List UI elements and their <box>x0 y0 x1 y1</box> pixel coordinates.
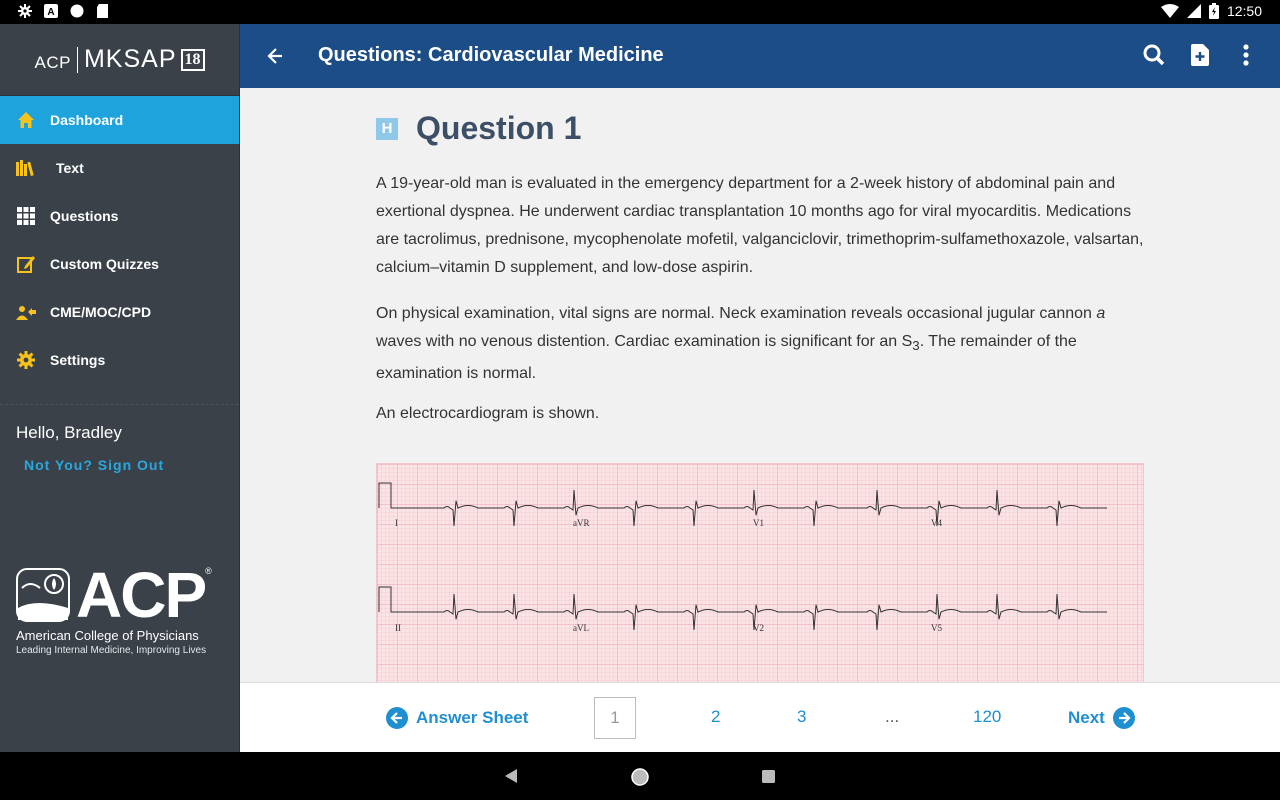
back-arrow-icon[interactable] <box>262 44 288 68</box>
ecg-image[interactable] <box>376 463 1144 682</box>
nav-back-icon[interactable] <box>505 769 517 783</box>
grid-icon <box>16 206 36 226</box>
ecg-lead-label: V1 <box>753 518 764 528</box>
brand-product: MKSAP <box>83 45 177 73</box>
question-badge: H <box>376 118 398 140</box>
sidebar-divider <box>0 404 239 405</box>
nav-recents-icon[interactable] <box>762 770 775 783</box>
sidebar-item-label: Questions <box>50 208 119 224</box>
sidebar-item-dashboard[interactable] <box>0 96 239 144</box>
ecg-lead-label: aVL <box>573 623 589 633</box>
question-content <box>240 88 1280 682</box>
ecg-lead-label: V4 <box>931 518 942 528</box>
more-vert-icon[interactable] <box>1234 42 1258 68</box>
para2-italic: a <box>1096 305 1106 322</box>
signal-icon <box>1187 4 1201 18</box>
arrow-right-circle-icon <box>1113 707 1135 729</box>
edit-icon <box>16 254 36 274</box>
status-time: 12:50 <box>1226 3 1262 19</box>
sidebar-item-settings[interactable] <box>0 336 239 384</box>
registered-mark: ® <box>205 566 212 576</box>
ecg-lead-label: V2 <box>753 623 764 633</box>
next-button[interactable] <box>1068 707 1135 729</box>
answer-sheet-label: Answer Sheet <box>416 708 529 727</box>
acp-logo <box>16 559 226 656</box>
status-bar <box>0 0 1280 24</box>
page-current[interactable]: 1 <box>594 697 636 739</box>
svg-text:A: A <box>47 7 55 18</box>
question-header <box>376 110 581 147</box>
page-last[interactable]: 120 <box>973 707 1002 726</box>
question-paragraph-3: An electrocardiogram is shown. <box>376 405 600 422</box>
sidebar-item-custom-quizzes[interactable] <box>0 240 239 288</box>
acp-tagline: Leading Internal Medicine, Improving Lives <box>16 645 207 656</box>
brand-edition: 18 <box>181 49 205 71</box>
sign-out-link[interactable]: Not You? Sign Out <box>24 457 165 473</box>
mksap-logo <box>0 24 239 96</box>
font-status-icon <box>44 4 58 18</box>
add-note-icon[interactable] <box>1188 42 1212 68</box>
ecg-lead-label: V5 <box>931 623 942 633</box>
sidebar-item-label: Custom Quizzes <box>50 256 159 272</box>
brand-acp: ACP <box>34 52 71 72</box>
acp-logo-text: ACP <box>76 559 206 631</box>
answer-sheet-button[interactable] <box>386 707 528 729</box>
ecg-lead-label: aVR <box>573 518 590 528</box>
next-label: Next <box>1068 708 1105 727</box>
sidebar-item-label: Settings <box>50 352 106 368</box>
para2-text-c: . The remainder of the examination is normal. <box>376 333 1077 383</box>
sidebar-item-label: Text <box>56 160 84 176</box>
home-icon <box>16 110 36 130</box>
arrow-left-circle-icon <box>386 707 408 729</box>
system-nav-bar <box>0 752 1280 800</box>
user-greeting: Hello, Bradley <box>16 423 122 442</box>
circle-status-icon <box>70 4 84 18</box>
sidebar-item-label: Dashboard <box>50 112 124 128</box>
page-2[interactable]: 2 <box>711 707 721 726</box>
ecg-lead-label: II <box>395 623 401 633</box>
wifi-icon <box>1161 4 1179 18</box>
gear-icon <box>16 350 36 370</box>
sdcard-status-icon <box>96 4 110 18</box>
question-paragraph-1: A 19-year-old man is evaluated in the emergency department for a 2-week history of abdominal pain and exertional dyspnea. He underwent cardiac transplantation 10 months ago for viral myocarditis. Medications are tacrolimus, prednisone, mycophenolate mofetil, valganciclovir, trimethoprim-sulfamethoxazole, valsartan, calcium–vitamin D supplement, and low-dose aspirin. <box>376 175 1144 276</box>
page-title: Questions: Cardiovascular Medicine <box>318 44 664 66</box>
acp-org-name: American College of Physicians <box>16 628 199 643</box>
acp-emblem-icon <box>16 568 70 622</box>
brand-divider <box>77 47 78 73</box>
para2-subscript: 3 <box>912 338 920 354</box>
nav-home-icon[interactable] <box>630 767 650 787</box>
para2-text-b: waves with no venous distention. Cardiac examination is significant for an S <box>376 333 913 350</box>
books-icon <box>16 158 36 178</box>
credit-icon <box>16 302 36 322</box>
gear-status-icon <box>18 4 32 18</box>
sidebar-item-cme[interactable] <box>0 288 239 336</box>
search-icon[interactable] <box>1142 42 1166 68</box>
ecg-lead-label: I <box>395 518 398 528</box>
page-ellipsis: ... <box>885 707 900 726</box>
question-paragraph-2 <box>376 300 1148 388</box>
question-title: Question 1 <box>416 110 582 146</box>
page-3[interactable]: 3 <box>797 707 807 726</box>
sidebar-item-text[interactable] <box>0 144 239 192</box>
pager-bar <box>240 682 1280 752</box>
sidebar <box>0 24 240 752</box>
battery-icon <box>1209 3 1219 19</box>
sidebar-item-questions[interactable] <box>0 192 239 240</box>
app-bar <box>240 24 1280 88</box>
para2-text-a: On physical examination, vital signs are normal. Neck examination reveals occasional jugular cannon <box>376 305 1097 322</box>
sidebar-item-label: CME/MOC/CPD <box>50 304 152 320</box>
